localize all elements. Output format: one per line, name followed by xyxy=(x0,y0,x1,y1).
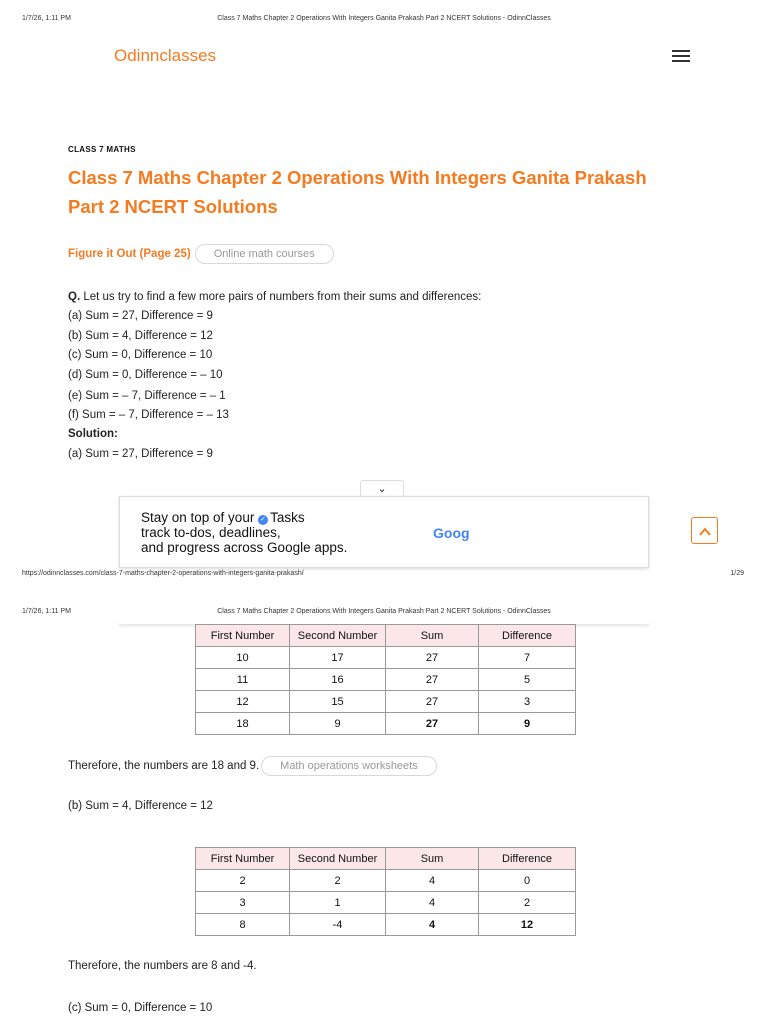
print-date: 1/7/26, 1:11 PM xyxy=(22,15,71,22)
site-logo[interactable]: Odinnclasses xyxy=(114,46,217,65)
question-label: Q. xyxy=(68,291,81,303)
solution-label xyxy=(68,428,118,440)
th-first-number: First Number xyxy=(196,848,290,870)
figure-title: Figure it Out (Page 25) xyxy=(68,248,191,260)
table-cell: 12 xyxy=(196,691,290,713)
ad-brand-logo: Goog xyxy=(433,525,470,541)
table-cell: 18 xyxy=(196,713,290,735)
table-row xyxy=(196,892,576,914)
table-header-row xyxy=(196,848,576,870)
question-item: (a) Sum = 27, Difference = 9 xyxy=(68,310,213,322)
print-doc-title: Class 7 Maths Chapter 2 Operations With Integers Ganita Prakash Part 2 NCERT Solutions - OdinnClasses xyxy=(217,608,551,615)
table-cell: 2 xyxy=(479,892,576,914)
ad-text xyxy=(141,510,347,555)
solution-a-heading: (a) Sum = 27, Difference = 9 xyxy=(68,448,213,460)
hamburger-icon[interactable] xyxy=(672,50,690,64)
ad-line-1-brand: Tasks xyxy=(270,510,305,525)
question-item: (d) Sum = 0, Difference = – 10 xyxy=(68,369,223,381)
table-cell: 9 xyxy=(290,713,386,735)
table-row xyxy=(196,713,576,735)
ad-collapse-button[interactable] xyxy=(360,480,404,497)
table-cell: 17 xyxy=(290,647,386,669)
question-body: Let us try to find a few more pairs of numbers from their sums and differences: xyxy=(80,291,482,303)
conclusion-a-row xyxy=(68,756,437,776)
ad-line-3: and progress across Google apps. xyxy=(141,540,348,555)
table-cell: 27 xyxy=(386,691,479,713)
table-cell: 4 xyxy=(386,914,479,936)
table-row xyxy=(196,647,576,669)
th-second-number: Second Number xyxy=(290,625,386,647)
chevron-up-icon xyxy=(698,525,712,539)
conclusion-b: Therefore, the numbers are 8 and -4. xyxy=(68,960,257,972)
print-doc-title: Class 7 Maths Chapter 2 Operations With Integers Ganita Prakash Part 2 NCERT Solutions - OdinnClasses xyxy=(217,15,551,22)
th-second-number: Second Number xyxy=(290,848,386,870)
table-cell: 7 xyxy=(479,647,576,669)
math-operations-worksheets-chip[interactable]: Math operations worksheets xyxy=(261,756,437,776)
table-cell: 3 xyxy=(196,892,290,914)
th-difference: Difference xyxy=(479,848,576,870)
table-cell: 8 xyxy=(196,914,290,936)
table-row xyxy=(196,870,576,892)
table-cell: 1 xyxy=(290,892,386,914)
table-cell: 15 xyxy=(290,691,386,713)
table-a xyxy=(195,624,576,735)
print-footer xyxy=(0,570,768,582)
page-title-line-2: Part 2 NCERT Solutions xyxy=(68,196,278,217)
table-cell: 27 xyxy=(386,713,479,735)
conclusion-a: Therefore, the numbers are 18 and 9. xyxy=(68,760,260,772)
table-header-row xyxy=(196,625,576,647)
category-label[interactable]: CLASS 7 MATHS xyxy=(68,145,136,154)
question-text xyxy=(68,291,481,303)
question-item: (e) Sum = – 7, Difference = – 1 xyxy=(68,390,226,402)
th-first-number: First Number xyxy=(196,625,290,647)
table-cell: 4 xyxy=(386,892,479,914)
print-page-number: 1/29 xyxy=(730,570,744,577)
solution-b-heading: (b) Sum = 4, Difference = 12 xyxy=(68,800,213,812)
figure-heading-row xyxy=(68,244,334,264)
print-header xyxy=(0,15,768,29)
solution-c-heading: (c) Sum = 0, Difference = 10 xyxy=(68,1002,213,1014)
question-item: (b) Sum = 4, Difference = 12 xyxy=(68,330,213,342)
google-tasks-ad[interactable] xyxy=(119,496,649,568)
print-date: 1/7/26, 1:11 PM xyxy=(22,608,71,615)
ad-line-1: Stay on top of your xyxy=(141,510,259,525)
page-title xyxy=(68,163,708,221)
table-cell: 4 xyxy=(386,870,479,892)
table-cell: 3 xyxy=(479,691,576,713)
table-cell: -4 xyxy=(290,914,386,936)
table-cell: 9 xyxy=(479,713,576,735)
table-cell: 27 xyxy=(386,647,479,669)
table-cell: 2 xyxy=(196,870,290,892)
table-row xyxy=(196,669,576,691)
table-cell: 12 xyxy=(479,914,576,936)
table-cell: 27 xyxy=(386,669,479,691)
table-row xyxy=(196,691,576,713)
table-b xyxy=(195,847,576,936)
table-cell: 0 xyxy=(479,870,576,892)
question-item: (c) Sum = 0, Difference = 10 xyxy=(68,349,213,361)
table-cell: 10 xyxy=(196,647,290,669)
table-row xyxy=(196,914,576,936)
table-cell: 5 xyxy=(479,669,576,691)
th-sum: Sum xyxy=(386,848,479,870)
table-cell: 2 xyxy=(290,870,386,892)
online-math-courses-chip[interactable]: Online math courses xyxy=(195,244,334,264)
chevron-down-icon: ⌄ xyxy=(377,483,387,495)
back-to-top-button[interactable] xyxy=(691,517,718,544)
print-url: https://odinnclasses.com/class-7-maths-chapter-2-operations-with-integers-ganita-prakash/ xyxy=(22,570,304,577)
ad-line-2: track to-dos, deadlines, xyxy=(141,525,281,540)
table-cell: 11 xyxy=(196,669,290,691)
table-cell: 16 xyxy=(290,669,386,691)
page-title-line-1: Class 7 Maths Chapter 2 Operations With Integers Ganita Prakash xyxy=(68,167,647,188)
solution-label-text: Solution: xyxy=(68,428,118,440)
tasks-check-icon: ✓ xyxy=(258,515,268,525)
th-difference: Difference xyxy=(479,625,576,647)
question-item: (f) Sum = – 7, Difference = – 13 xyxy=(68,409,229,421)
th-sum: Sum xyxy=(386,625,479,647)
